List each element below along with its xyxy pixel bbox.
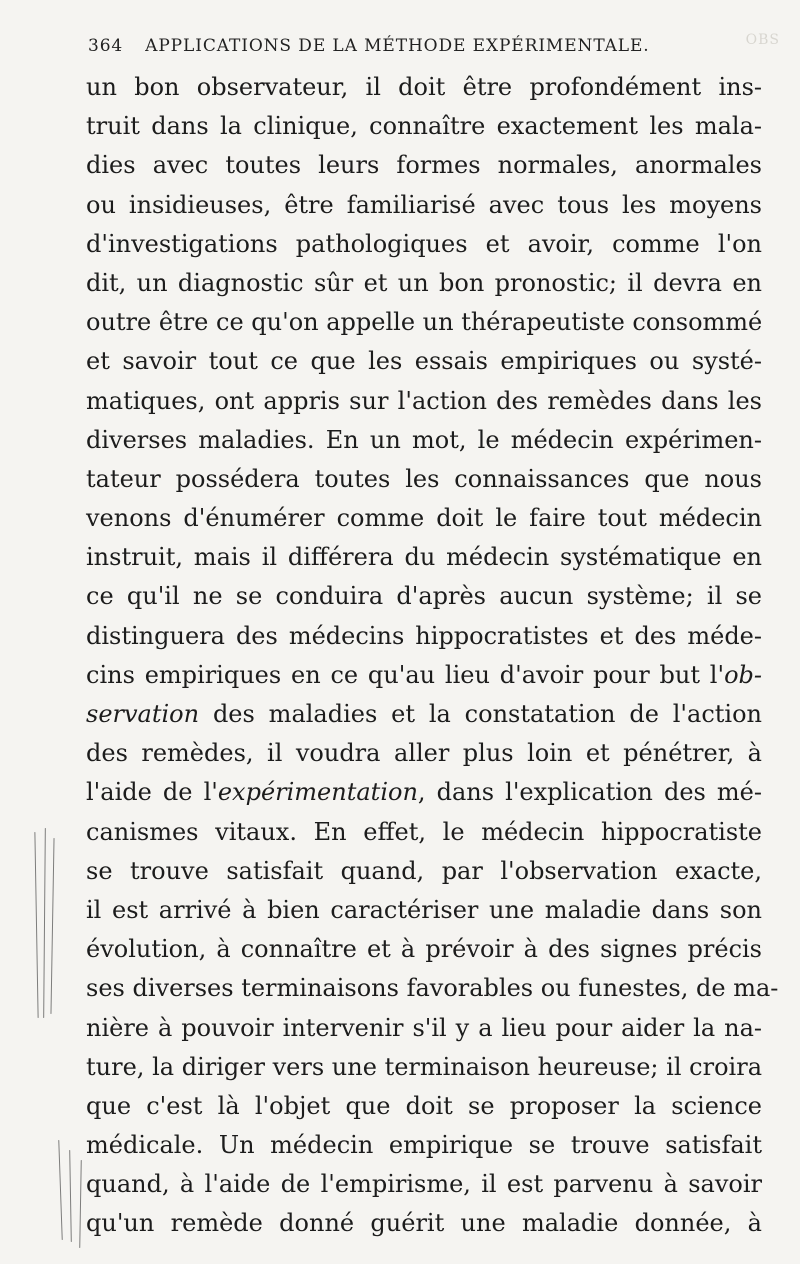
running-head <box>88 36 748 56</box>
text-line: matiques, ont appris sur l'action des remèdes dans les <box>86 386 762 415</box>
text-line: nière à pouvoir intervenir s'il y a lieu pour aider la na- <box>86 1013 762 1042</box>
text-line: ce qu'il ne se conduira d'après aucun système; il se <box>86 582 762 611</box>
text-span: l'aide de l' <box>86 778 218 807</box>
text-line: dit, un diagnostic sûr et un bon pronostic; il devra en <box>86 268 762 297</box>
text-span: des maladies et la constatation de l'action <box>199 700 762 728</box>
text-line-with-italic <box>86 656 762 695</box>
text-line: quand, à l'aide de l'empirisme, il est parvenu à savoir <box>86 1170 762 1199</box>
show-through-residue: OBS <box>745 32 780 48</box>
text-line: canismes vitaux. En effet, le médecin hippocratiste <box>86 817 762 846</box>
text-line: diverses maladies. En un mot, le médecin expérimen- <box>86 425 762 454</box>
text-line: ses diverses terminaisons favorables ou funestes, de ma- <box>86 974 779 1003</box>
text-line: outre être ce qu'on appelle un thérapeutiste consommé <box>86 308 763 337</box>
text-span: cins empiriques en ce qu'au lieu d'avoir pour but l' <box>86 660 725 689</box>
text-line: ture, la diriger vers une terminaison heureuse; il croira <box>86 1052 762 1081</box>
page-number: 364 <box>88 36 124 56</box>
text-line: il est arrivé à bien caractériser une maladie dans son <box>86 895 762 924</box>
pencil-margin-mark <box>69 1150 72 1242</box>
text-line: dies avec toutes leurs formes normales, anormales <box>86 151 762 180</box>
text-line: qu'un remède donné guérit une maladie donnée, à <box>86 1209 762 1238</box>
pencil-margin-mark <box>43 828 46 1018</box>
text-line: venons d'énumérer comme doit le faire tout médecin <box>86 504 762 533</box>
text-line: instruit, mais il différera du médecin systématique en <box>86 543 762 572</box>
text-line: des remèdes, il voudra aller plus loin et pénétrer, à <box>86 739 762 768</box>
text-line: un bon observateur, il doit être profondément ins- <box>86 73 762 101</box>
text-line: ou insidieuses, être familiarisé avec tous les moyens <box>86 190 762 219</box>
text-line-with-italic <box>86 695 762 734</box>
italic-span: ob- <box>724 660 762 689</box>
text-line: et savoir tout ce que les essais empiriques ou systé- <box>86 347 762 376</box>
text-line: se trouve satisfait quand, par l'observation exacte, <box>86 856 762 885</box>
text-line: tateur possédera toutes les connaissances que nous <box>86 464 762 493</box>
text-line: truit dans la clinique, connaître exactement les mala- <box>86 112 762 141</box>
text-line: médicale. Un médecin empirique se trouve satisfait <box>86 1131 762 1160</box>
text-line: distinguera des médecins hippocratistes et des méde- <box>86 621 762 650</box>
running-title: APPLICATIONS DE LA MÉTHODE EXPÉRIMENTALE. <box>145 36 650 56</box>
pencil-margin-mark <box>58 1140 63 1240</box>
pencil-margin-mark <box>50 838 54 1014</box>
italic-span: servation <box>86 700 200 728</box>
italic-span: expérimentation <box>217 778 418 807</box>
body-text <box>86 68 779 1244</box>
text-line: évolution, à connaître et à prévoir à des signes précis <box>86 935 762 964</box>
text-line: d'investigations pathologiques et avoir, comme l'on <box>86 229 762 258</box>
text-line-with-italic <box>86 773 762 812</box>
text-line: que c'est là l'objet que doit se proposer la science <box>86 1091 762 1120</box>
text-span: , dans l'explication des mé- <box>417 778 762 807</box>
pencil-margin-mark <box>79 1160 82 1248</box>
pencil-margin-mark <box>34 832 39 1018</box>
